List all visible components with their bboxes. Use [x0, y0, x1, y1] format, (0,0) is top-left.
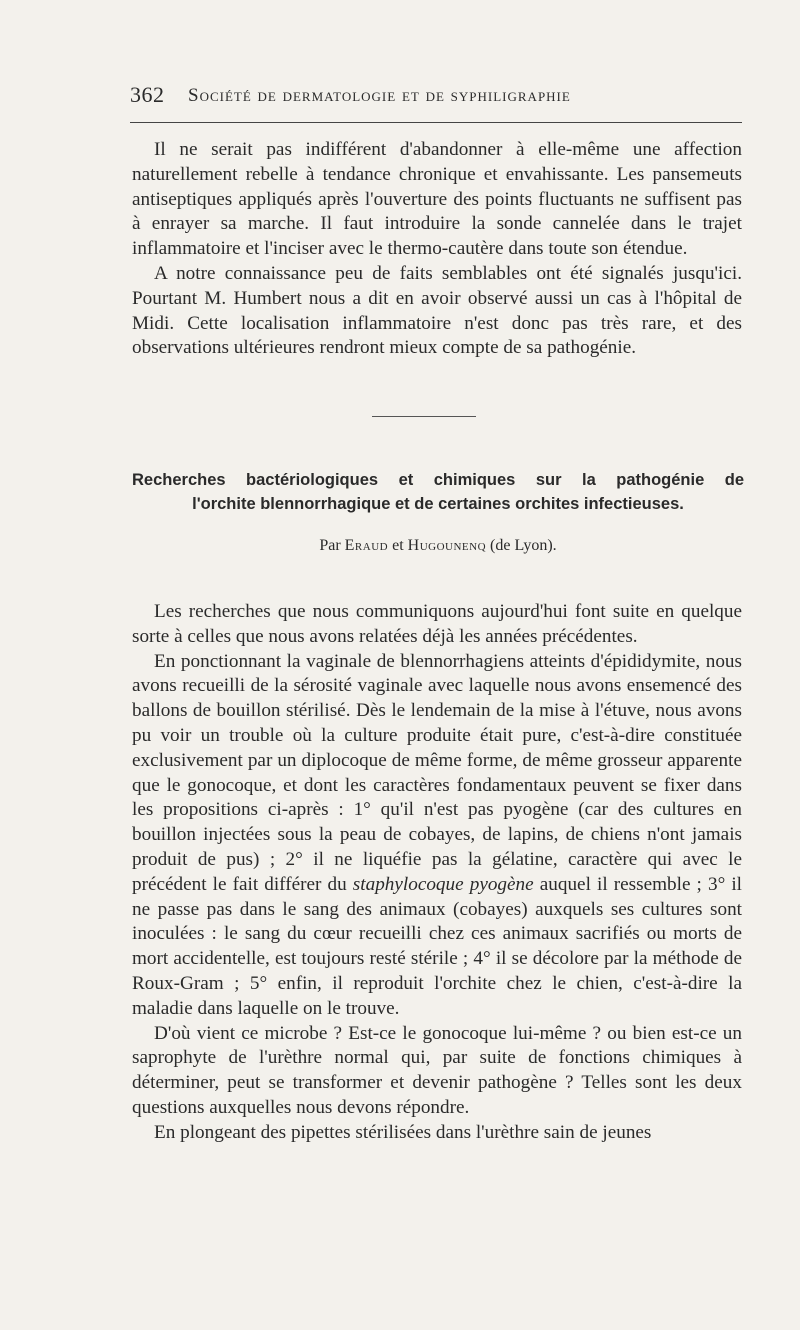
article-title	[132, 468, 744, 516]
header-rule	[130, 122, 742, 123]
article-title-line-2: l'orchite blennorrhagique et de certaines orchites infectieuses.	[192, 495, 684, 513]
page-number: 362	[130, 82, 165, 107]
author-name: Eraud	[344, 537, 389, 554]
paragraph: A notre connaissance peu de faits semblables ont été signalés jusqu'ici. Pourtant M. Humbert nous a dit en avoir observé aussi un cas à l'hôpital de Midi. Cette localisation inflammatoire n'est donc pas très rare, et des observations ultérieures rendront mieux compte de sa pathogénie.	[132, 262, 742, 359]
text-run: En ponctionnant la vaginale de blennorrhagiens atteints d'épididymite, nous avons recueilli de la sérosité vaginale avec laquelle nous avons ensemencé des ballons de bouillon stérilisé. Dès le lendemain de la mise à l'étuve, nous avons pu voir un trouble où la culture produite était pure, c'est-à-dire constituée exclusivement par un diplocoque de même forme, de même grosseur apparente que le gonocoque, et dont les caractères fondamentaux peuvent se fixer dans les propositions ci-après : 1° qu'il n'est pas pyogène (car des cultures en bouillon injectées sous la peau de cobayes, de lapins, de chiens n'ont jamais produit de pus) ; 2° il ne liquéfie pas la gélatine, caractère qui avec le précédent le fait différer du	[132, 650, 742, 895]
byline-affiliation: (de Lyon).	[490, 537, 557, 554]
byline-and: et	[392, 537, 404, 554]
text-run: auquel il ressemble ; 3° il ne passe pas dans le sang des animaux (cobayes) auxquels ses cultures sont inoculées : le sang du cœur recueilli chez ces animaux sacrifiés ou morts de mort accidentelle, est toujours resté stérile ; 4° il se décolore par la méthode de Roux-Gram ; 5° enfin, il reproduit l'orchite chez le chien, c'est-à-dire la maladie dans laquelle on le trouve.	[132, 873, 742, 1019]
byline	[132, 537, 744, 555]
running-title: Société de dermatologie et de syphiligraphie	[188, 85, 571, 106]
article-title-line-1: Recherches bactériologiques et chimiques sur la pathogénie de	[132, 471, 744, 489]
previous-article-conclusion	[132, 138, 742, 361]
page-header	[130, 82, 742, 112]
paragraph	[132, 650, 742, 1022]
paragraph: Les recherches que nous communiquons aujourd'hui font suite en quelque sorte à celles que nous avons relatées déjà les années précédentes.	[132, 601, 742, 647]
italic-term: staphylocoque pyogène	[352, 873, 534, 895]
byline-prefix: Par	[319, 537, 341, 554]
paragraph: Il ne serait pas indifférent d'abandonner à elle-même une affection naturellement rebelle à tendance chronique et envahissante. Les pansemeuts antiseptiques appliqués après l'ouverture des points fluctuants ne suffisent pas à enrayer sa marche. Il faut introduire la sonde cannelée dans le trajet inflammatoire et l'inciser avec le thermo-cautère dans toute son étendue.	[132, 139, 742, 260]
section-divider	[372, 416, 476, 417]
author-name: Hugounenq	[407, 537, 487, 554]
paragraph: D'où vient ce microbe ? Est-ce le gonocoque lui-même ? ou bien est-ce un saprophyte de l'urèthre normal qui, par suite de fonctions chimiques à déterminer, peut se transformer et devenir pathogène ? Telles sont les deux questions auxquelles nous devons répondre.	[132, 1022, 742, 1118]
paragraph: En plongeant des pipettes stérilisées dans l'urèthre sain de jeunes	[154, 1121, 652, 1143]
article-body	[132, 600, 742, 1146]
